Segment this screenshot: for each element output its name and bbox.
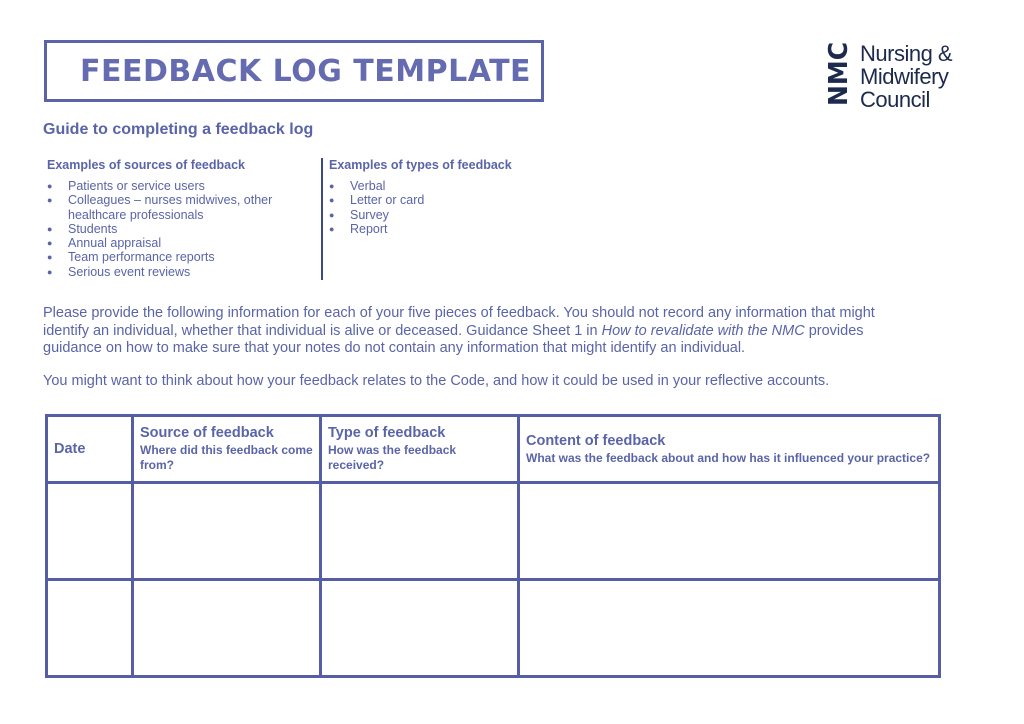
logo-line-1: Nursing &	[860, 41, 953, 66]
instructions-paragraph: Please provide the following information for each of your five pieces of feedback. You should not record any information that might identify an individual, whether that individual is alive or deceased. Guidance Sheet 1 in How to revalidate with the NMC provides guidance on how to make sure that your notes do not contain any information that might identify an individual.	[43, 305, 875, 356]
list-item: ● Serious event reviews	[47, 264, 191, 279]
bullet-icon: ●	[329, 209, 335, 220]
header-date: Date	[47, 416, 133, 483]
bullet-icon: ●	[329, 181, 335, 191]
list-item: ● Patients or service users	[47, 179, 205, 193]
content-cell[interactable]	[519, 580, 940, 677]
sources-list	[47, 179, 317, 279]
table-header-row	[47, 416, 940, 483]
date-cell[interactable]	[47, 580, 133, 677]
header-content: Content of feedback What was the feedback about and how has it influenced your practice?	[519, 416, 940, 483]
list-item: ● Letter or card	[329, 193, 425, 208]
column-divider	[321, 158, 323, 280]
page-title: FEEDBACK LOG TEMPLATE	[80, 53, 532, 89]
bullet-icon: ●	[329, 195, 335, 206]
bullet-icon: ●	[47, 223, 53, 234]
logo-line-2: Midwifery	[860, 64, 949, 89]
types-list	[329, 179, 589, 236]
header-source: Source of feedback Where did this feedback come from?	[133, 416, 321, 483]
nmc-logo	[824, 39, 953, 112]
type-cell[interactable]	[321, 483, 519, 580]
source-cell[interactable]	[133, 580, 321, 677]
list-item: ● Team performance reports	[47, 250, 215, 265]
date-cell[interactable]	[47, 483, 133, 580]
list-item: ● Report	[329, 221, 388, 236]
header-type: Type of feedback How was the feedback received?	[321, 416, 519, 483]
bullet-icon: ●	[47, 252, 53, 263]
bullet-icon: ●	[47, 181, 53, 191]
type-cell[interactable]	[321, 580, 519, 677]
content-cell[interactable]	[519, 483, 940, 580]
logo-line-3: Council	[860, 87, 930, 112]
logo-mark-text: NMC	[824, 39, 854, 106]
bullet-icon: ●	[47, 266, 53, 277]
list-item: ● Survey	[329, 207, 389, 222]
title-box	[44, 40, 544, 102]
sources-column	[47, 158, 317, 279]
types-column	[329, 158, 589, 236]
bullet-icon: ●	[47, 195, 53, 206]
table-row	[47, 483, 940, 580]
bullet-icon: ●	[47, 238, 53, 249]
guide-heading: Guide to completing a feedback log	[43, 121, 314, 138]
list-item: ● Colleagues – nurses midwives, other healthcare professionals	[47, 193, 273, 222]
bullet-icon: ●	[329, 223, 335, 234]
list-item: ● Students	[47, 221, 118, 236]
code-paragraph: You might want to think about how your feedback relates to the Code, and how it could be used in your reflective accounts.	[43, 373, 830, 389]
logo-text	[860, 42, 952, 111]
nmc-logo-mark-icon	[824, 39, 854, 106]
feedback-table	[45, 414, 941, 678]
guidance-title: How to revalidate with the NMC	[601, 322, 805, 339]
source-cell[interactable]	[133, 483, 321, 580]
table-row	[47, 580, 940, 677]
list-item: ● Annual appraisal	[47, 236, 162, 251]
sources-heading: Examples of sources of feedback	[47, 158, 245, 172]
list-item: ● Verbal	[329, 179, 386, 193]
types-heading: Examples of types of feedback	[329, 158, 512, 172]
